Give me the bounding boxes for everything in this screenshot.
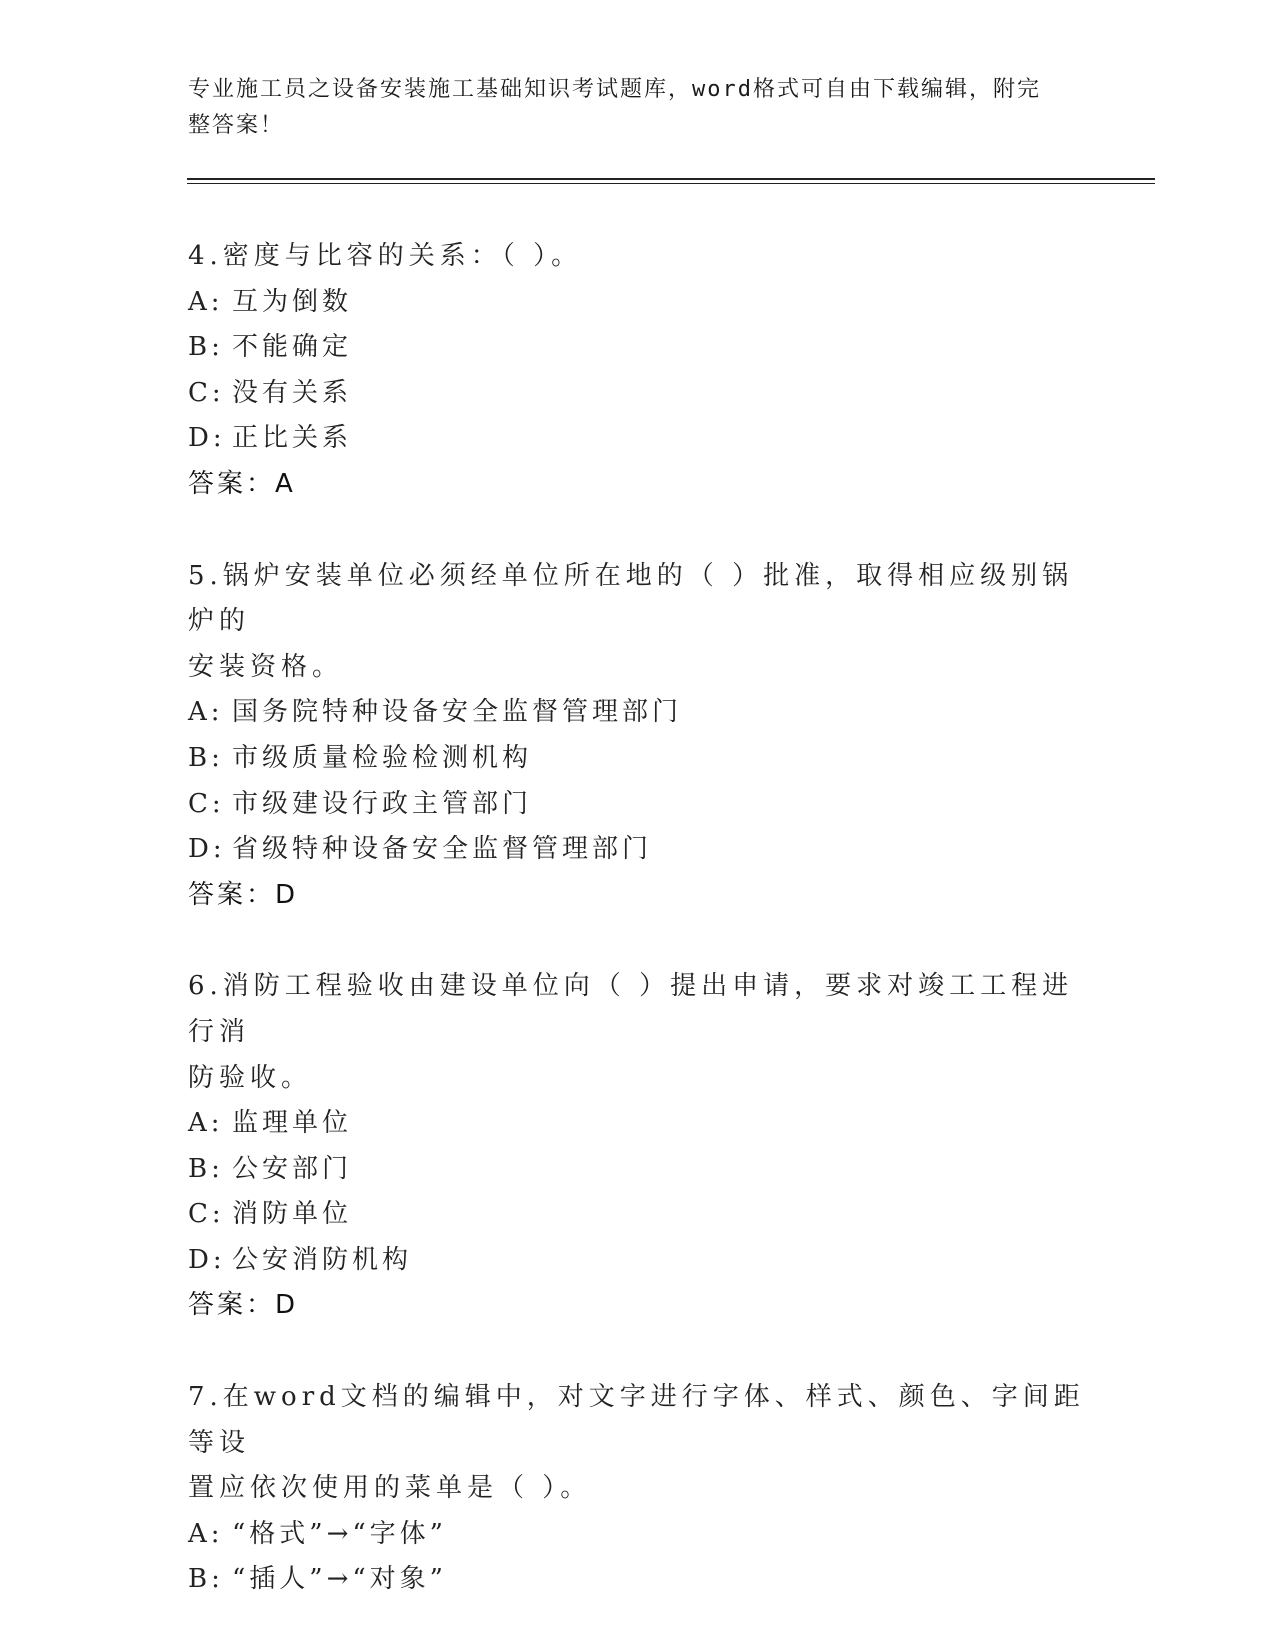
option-a [188,1512,1088,1558]
option-text: 正比关系 [232,423,353,454]
option-a [188,690,1088,736]
option-d [188,416,1088,462]
option-label: A: [188,697,224,728]
option-text: 市级建设行政主管部门 [232,788,533,819]
option-d [188,1238,1088,1284]
option-label: C: [188,1199,225,1230]
question-list [188,234,1088,1649]
option-label: B: [188,742,224,773]
option-label: A: [188,286,224,317]
option-text: 监理单位 [232,1108,353,1139]
option-c [188,371,1088,417]
option-b [188,736,1088,782]
question-stem: 5.锅炉安装单位必须经单位所在地的（ ）批准，取得相应级别锅炉的 [188,560,1074,637]
question-stem-continued: 安装资格。 [188,651,344,682]
option-text: 消防单位 [232,1199,353,1230]
option-text: 没有关系 [232,377,353,408]
question-stem-continued: 防验收。 [188,1062,313,1093]
option-b [188,1557,1088,1603]
option-label: A: [188,1108,224,1139]
header-line-1: 专业施工员之设备安装施工基础知识考试题库，word格式可自由下载编辑，附完 [188,77,1041,102]
header-line-2: 整答案！ [188,113,285,138]
answer-line: 答案：D [188,1290,299,1321]
document-header [188,72,1068,144]
option-label: D: [188,834,226,865]
option-b [188,325,1088,371]
question-stem-continued: 置应依次使用的菜单是（ ）。 [188,1473,592,1504]
header-divider-thin [187,183,1155,184]
option-text: 市级质量检验检测机构 [232,742,533,773]
option-label: B: [188,1153,224,1184]
option-text: “插人”→“对象” [232,1564,447,1595]
option-text: “格式”→“字体” [232,1518,447,1549]
option-label: A: [188,1518,224,1549]
option-text: 国务院特种设备安全监督管理部门 [232,697,683,728]
option-a [188,280,1088,326]
option-a [188,1101,1088,1147]
option-b [188,1147,1088,1193]
option-d [188,827,1088,873]
option-text: 公安消防机构 [232,1244,413,1275]
option-c [188,1192,1088,1238]
option-text: 公安部门 [232,1153,353,1184]
option-label: D: [188,1244,226,1275]
question-5 [188,554,1088,919]
question-stem: 7.在word文档的编辑中，对文字进行字体、样式、颜色、字间距等设 [188,1382,1085,1458]
question-7 [188,1375,1088,1603]
option-label: C: [188,788,225,819]
answer-line: 答案：D [188,879,299,910]
option-label: B: [188,332,224,363]
answer-line: 答案：A [188,468,296,499]
question-4 [188,234,1088,508]
question-6 [188,964,1088,1329]
question-stem: 6.消防工程验收由建设单位向（ ）提出申请，要求对竣工工程进行消 [188,971,1074,1047]
option-text: 省级特种设备安全监督管理部门 [232,834,653,865]
option-label: C: [188,377,225,408]
option-text: 不能确定 [232,332,353,363]
option-c [188,782,1088,828]
option-label: B: [188,1564,224,1595]
header-divider-thick [187,178,1155,180]
option-label: D: [188,423,226,454]
option-text: 互为倒数 [232,286,353,317]
question-stem: 4.密度与比容的关系：（ ）。 [188,241,583,271]
